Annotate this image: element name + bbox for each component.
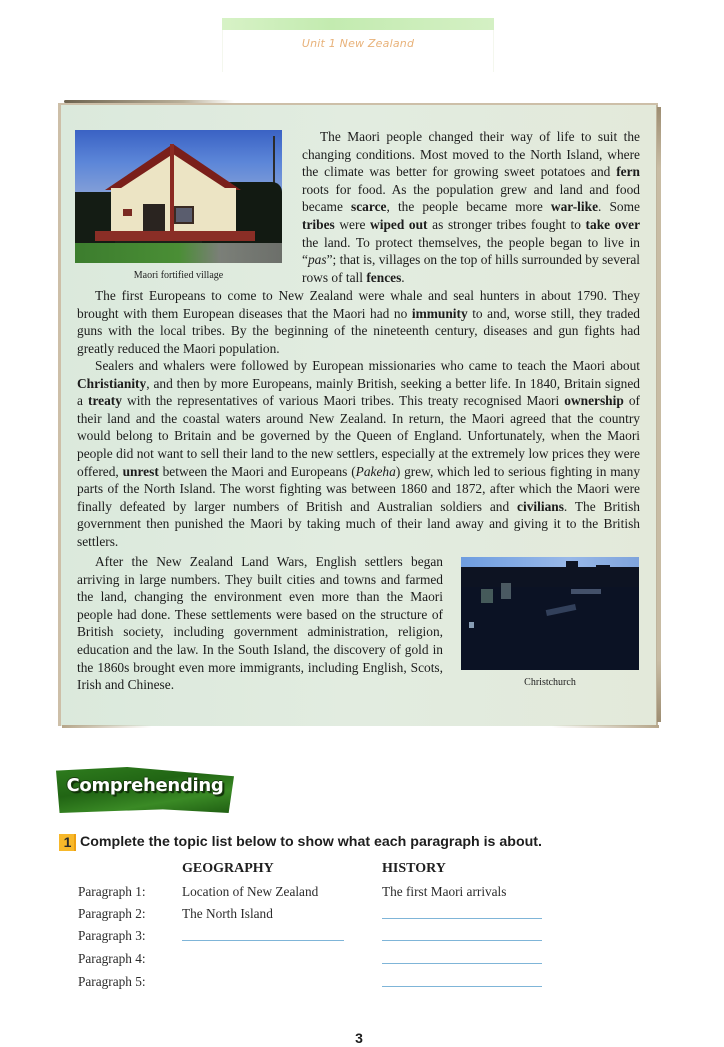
photo-caption-village: Maori fortified village bbox=[133, 270, 224, 281]
key-word: immunity bbox=[411, 305, 468, 321]
header-band bbox=[222, 18, 494, 30]
photo-christchurch bbox=[461, 557, 639, 670]
geography-answer: Location of New Zealand bbox=[182, 884, 319, 899]
geography-blank-3[interactable] bbox=[182, 940, 344, 941]
history-blank-4[interactable] bbox=[382, 963, 542, 964]
photo-caption-christchurch: Christchurch bbox=[524, 677, 576, 688]
key-word: treaty bbox=[88, 393, 122, 409]
history-blank-5[interactable] bbox=[382, 986, 542, 987]
key-word: fern bbox=[616, 164, 640, 180]
page-number: 3 bbox=[355, 1030, 363, 1046]
unit-title: Unit 1 New Zealand bbox=[301, 37, 415, 50]
paragraph-1: The Maori people changed their way of life to suit the changing conditions. Most moved to the North Island, where the climate was better for growing sweet potatoes and fern roots for food. As the population grew and land and food became scarce, the people became more war-like. Some tribes were wiped out as stronger tribes fought to take over the land. To protect themselves, the people began to live in “pas”; that is, villages on the top of hills surrounded by several rows of tall fences. bbox=[302, 129, 641, 285]
row-label: Paragraph 2: bbox=[78, 906, 146, 921]
row-label: Paragraph 1: bbox=[78, 884, 146, 899]
key-word: Christianity bbox=[77, 375, 147, 391]
exercise-number-badge: 1 bbox=[59, 834, 76, 851]
paragraph-2: The first Europeans to come to New Zealand were whale and seal hunters in about 1790. They brought with them European diseases that the Maori had no immunity to and, worse still, they traded guns with the local tribes. By the beginning of the nineteenth century, diseases and gun fights had greatly reduced the Maori population. bbox=[77, 288, 640, 356]
row-label: Paragraph 5: bbox=[78, 974, 146, 989]
exercise-instruction: Complete the topic list below to show what each paragraph is about. bbox=[80, 834, 542, 850]
paragraph-4: After the New Zealand Land Wars, English settlers began arriving in large numbers. They built cities and towns and farmed the land, changing the environment even more than the Maori people had done. These settlements were based on the structure of British society, including government administration, religion, education and the law. In the South Island, the discovery of gold in the 1860s brought even more immigrants, including English, Scots, Irish and Chinese. bbox=[77, 554, 443, 693]
paragraph-3: Sealers and whalers were followed by European missionaries who came to teach the Maori about Christianity, and then by more Europeans, mainly British, seeking a better life. In 1840, Britain signed a treaty with the representatives of various Maori tribes. This treaty recognised Maori ownership of their land and the coastal waters around New Zealand. In return, the Maori agreed that the country would belong to Britain and be governed by the Queen of England. Unfortunately, when the Maori people did not want to sell their land to the new settlers, especially at the extremely low prices they were offered, unrest between the Maori and Europeans (Pakeha) grew, which led to serious fighting in many parts of the North Island. The worst fighting was between 1860 and 1872, after which the Maori were finally defeated by larger numbers of British and Australian soldiers and civilians. The British government then punished the Maori by taking much of their land away and giving it to the British settlers. bbox=[77, 358, 641, 549]
key-word: ownership bbox=[564, 393, 624, 409]
key-word: civilians bbox=[517, 498, 564, 514]
history-blank-2[interactable] bbox=[382, 918, 542, 919]
key-word: scarce bbox=[351, 199, 387, 215]
key-word: take over bbox=[585, 216, 641, 232]
row-label: Paragraph 3: bbox=[78, 928, 146, 943]
italic-term: Pakeha bbox=[355, 463, 396, 479]
key-word: wiped out bbox=[370, 216, 428, 232]
key-word: tribes bbox=[302, 216, 335, 232]
panel-shadow bbox=[62, 725, 659, 728]
column-header-geography: GEOGRAPHY bbox=[182, 861, 274, 876]
history-blank-3[interactable] bbox=[382, 940, 542, 941]
key-word: fences bbox=[366, 269, 402, 285]
italic-term: pas bbox=[307, 252, 327, 268]
key-word: unrest bbox=[122, 463, 159, 479]
row-label: Paragraph 4: bbox=[78, 951, 146, 966]
history-answer: The first Maori arrivals bbox=[382, 884, 507, 899]
geography-answer: The North Island bbox=[182, 906, 273, 921]
column-header-history: HISTORY bbox=[382, 861, 446, 876]
section-banner-label: Comprehending bbox=[66, 775, 224, 796]
photo-maori-village bbox=[75, 130, 282, 263]
key-word: war-like bbox=[550, 199, 599, 215]
